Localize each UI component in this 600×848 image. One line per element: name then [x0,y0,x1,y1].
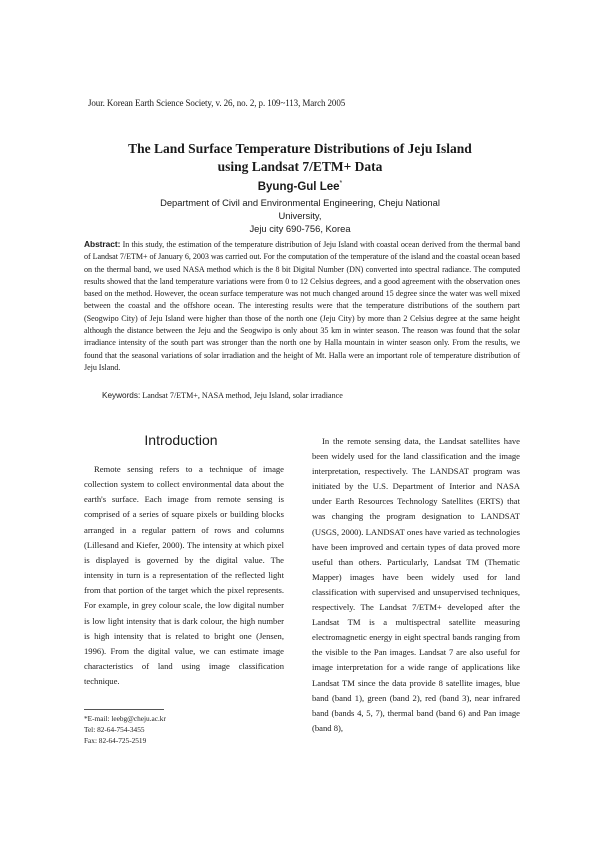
right-column [312,434,520,736]
title-line-1: The Land Surface Temperature Distributions of Jeju Island [128,141,472,156]
section-heading-introduction: Introduction [144,432,218,448]
right-paragraph-1: In the remote sensing data, the Landsat satellites have been widely used for the land classification and the image interpretation, respectively. The LANDSAT program was initiated by the U.S. Department of Interior and NASA under Earth Resources Technology Satellites (ERTS) that was changing the program designation to LANDSAT (USGS, 2000). LANDSAT ones have varied as technologies have been improved and certain types of data proved more useful than others. Particularly, Landsat TM (Thematic Mapper) images have been widely used for land classification with supervised and unsupervised techniques, respectively. The Landsat 7/ETM+ developed after the Landsat TM is a multispectral satellite measuring electromagnetic energy in eight spectral bands ranging from the visible to the Pan images. Landsat 7 are also useful for image interpretation for a wide range of applications like Landsat TM since the data provide 8 satellite images, blue band (band 1), green (band 2), red (band 3), near infrared band (bands 4, 5, 7), thermal band (band 6) and Pan image (band 8), [312,436,520,733]
footnote-divider [84,709,164,710]
affiliation-line-1: Department of Civil and Environmental Engineering, Cheju National University, [160,197,440,221]
author-name-text: Byung-Gul Lee [257,180,340,193]
affiliation-line-2: Jeju city 690-756, Korea [249,223,351,234]
abstract [84,238,520,374]
keywords-text: Landsat 7/ETM+, NASA method, Jeju Island, solar irradiance [142,391,343,400]
paper-title [70,140,530,176]
footnote-fax: Fax: 82-64-725-2519 [84,736,147,745]
left-column [84,462,284,689]
title-line-2: using Landsat 7/ETM+ Data [217,159,383,174]
author-name [0,180,600,193]
affiliation [150,196,450,235]
abstract-text: In this study, the estimation of the temperature distribution of Jeju Island with coastal ocean derived from the thermal band of Landsat 7/ETM+ of January 6, 2003 was carried out. For the computation of the temperature of the island and the coastal ocean based on the thermal band, we used NASA method which is the 8 bit Digital Number (DN) converted into spectral radiance. The computed results showed that the land temperature variations were from 0 to 12 Celsius degrees, and a good agreement with the observation ones based on the method. However, the ocean surface temperature was not much changed around 15 degree since the water was well mixed between the coastal and the offshore ocean. The interesting results were that the temperature distributions of the southern part (Seogwipo City) of Jeju Island were higher than those of the north one (Jeju City) by more than 2 Celsius degree at the same height although the distance between the Jeju and the Seogwipo is only about 35 km in winter season. The reason was found that the solar irradiance intensity of the south part was stronger than the north one by Halla mountain in winter season only. From the results, we found that the seasonal variations of solar irradiation and the height of Mt. Halla were an important role of temperature distribution of Jeju Island. [84,240,520,372]
footnote-email: *E-mail: leebg@cheju.ac.kr [84,714,166,723]
journal-header: Jour. Korean Earth Science Society, v. 26, no. 2, p. 109~113, March 2005 [88,98,346,108]
footnote-tel: Tel: 82-64-754-3455 [84,725,145,734]
footnotes [84,713,284,746]
author-footnote-mark: * [339,180,343,187]
keywords-label: Keywords: [102,391,141,400]
abstract-label: Abstract: [84,239,121,249]
keywords [102,390,522,402]
left-paragraph-1: Remote sensing refers to a technique of image collection system to collect environmental data about the earth's surface. Each image from remote sensing is comprised of a series of square pixels or building blocks arranged in a regular pattern of rows and columns (Lillesand and Kiefer, 2000). The intensity at which pixel is displayed is governed by the digital value. The intensity in turn is a representation of the reflected light from that portion of the target which the pixel represents. For example, in grey colour scale, the low digital number is low light intensity that is dark colour, the high number is high intensity that is related to bright one (Jensen, 1996). From the digital value, we can estimate image characteristics of land using image classification technique. [84,464,284,687]
